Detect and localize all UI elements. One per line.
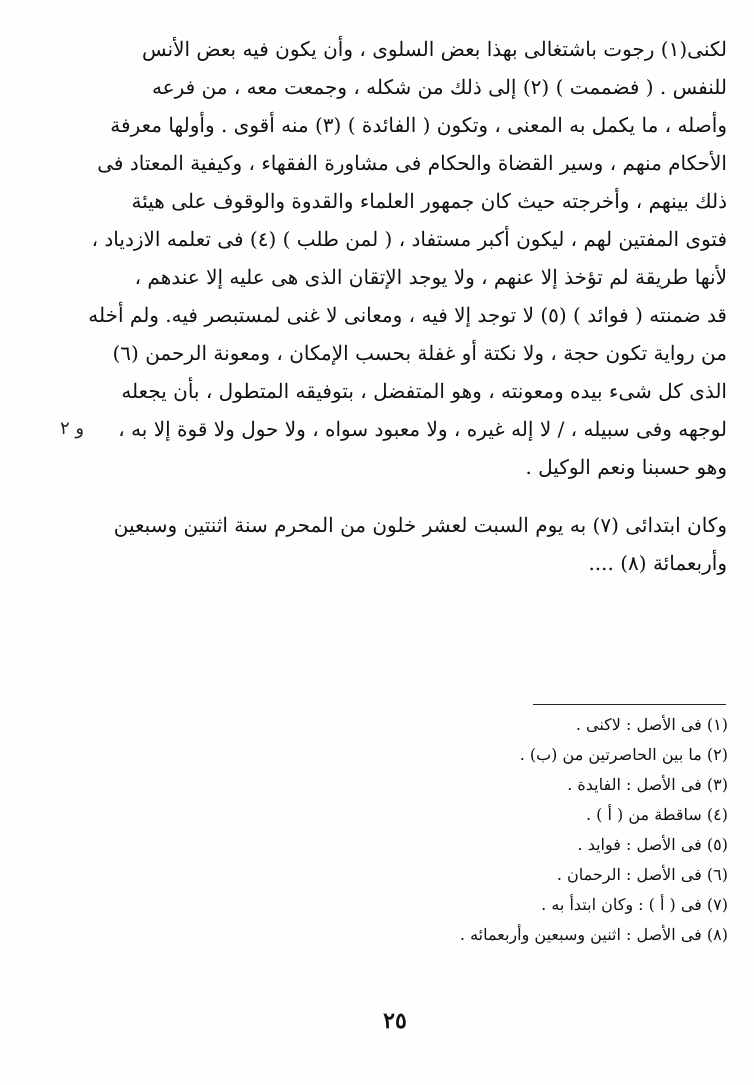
main-text-block xyxy=(82,30,727,582)
margin-folio-note: و ٢ xyxy=(60,418,85,439)
closing-line: وأربعمائة (٨) .... xyxy=(588,551,727,575)
text-line: لأنها طريقة لم تؤخذ إلا عنهم ، ولا يوجد الإتقان الذى هى عليه إلا عندهم ، xyxy=(134,265,727,289)
text-line: فتوى المفتين لهم ، ليكون أكبر مستفاد ، ( لمن طلب ) (٤) فى تعلمه الازدياد ، xyxy=(91,227,727,251)
paragraph-gap xyxy=(82,486,727,506)
text-line: للنفس . ( فضممت ) (٢) إلى ذلك من شكله ، وجمعت معه ، من فرعه xyxy=(151,75,727,99)
footnote-divider xyxy=(533,704,726,705)
footnote-item: (٤) ساقطة من ( أ ) . xyxy=(586,805,728,824)
text-line: لوجهه وفى سبيله ، / لا إله غيره ، ولا معبود سواه ، ولا حول ولا قوة إلا به ، xyxy=(118,417,727,441)
footnote-item: (٧) فى ( أ ) : وكان ابتدأ به . xyxy=(541,895,728,914)
text-line: وأصله ، ما يكمل به المعنى ، وتكون ( الفائدة ) (٣) منه أقوى . وأولها معرفة xyxy=(110,113,727,137)
footnote-item: (٣) فى الأصل : الفايدة . xyxy=(567,775,728,794)
text-line: ذلك بينهم ، وأخرجته حيث كان جمهور العلماء والقدوة والوقوف على هيئة xyxy=(131,189,727,213)
text-line: الأحكام منهم ، وسير القضاة والحكام فى مشاورة الفقهاء ، وكيفية المعتاد فى xyxy=(97,151,727,175)
footnote-item: (٢) ما بين الحاصرتين من (ب) . xyxy=(519,745,728,764)
text-line: من رواية تكون حجة ، ولا نكتة أو غفلة بحسب الإمكان ، ومعونة الرحمن (٦) xyxy=(112,341,727,365)
footnote-item: (٥) فى الأصل : فوايد . xyxy=(577,835,728,854)
text-line: الذى كل شىء بيده ومعونته ، وهو المتفضل ، بتوفيقه المتطول ، بأن يجعله xyxy=(121,379,727,403)
text-line: لكنى(١) رجوت باشتغالى بهذا بعض السلوى ، وأن يكون فيه بعض الأنس xyxy=(142,37,727,61)
footnotes-list xyxy=(300,710,728,950)
footnote-item: (٦) فى الأصل : الرحمان . xyxy=(556,865,728,884)
page-number: ٢٥ xyxy=(383,1008,407,1034)
text-line: وهو حسبنا ونعم الوكيل . xyxy=(525,455,727,479)
footnote-item: (٨) فى الأصل : اثنين وسبعين وأربعمائه . xyxy=(459,925,728,944)
closing-line: وكان ابتدائى (٧) به يوم السبت لعشر خلون من المحرم سنة اثنتين وسبعين xyxy=(113,513,727,537)
text-line: قد ضمنته ( فوائد ) (٥) لا توجد إلا فيه ، ومعانى لا غنى لمستبصر فيه. ولم أخله xyxy=(88,303,727,327)
footnote-item: (١) فى الأصل : لاكنى . xyxy=(575,715,728,734)
